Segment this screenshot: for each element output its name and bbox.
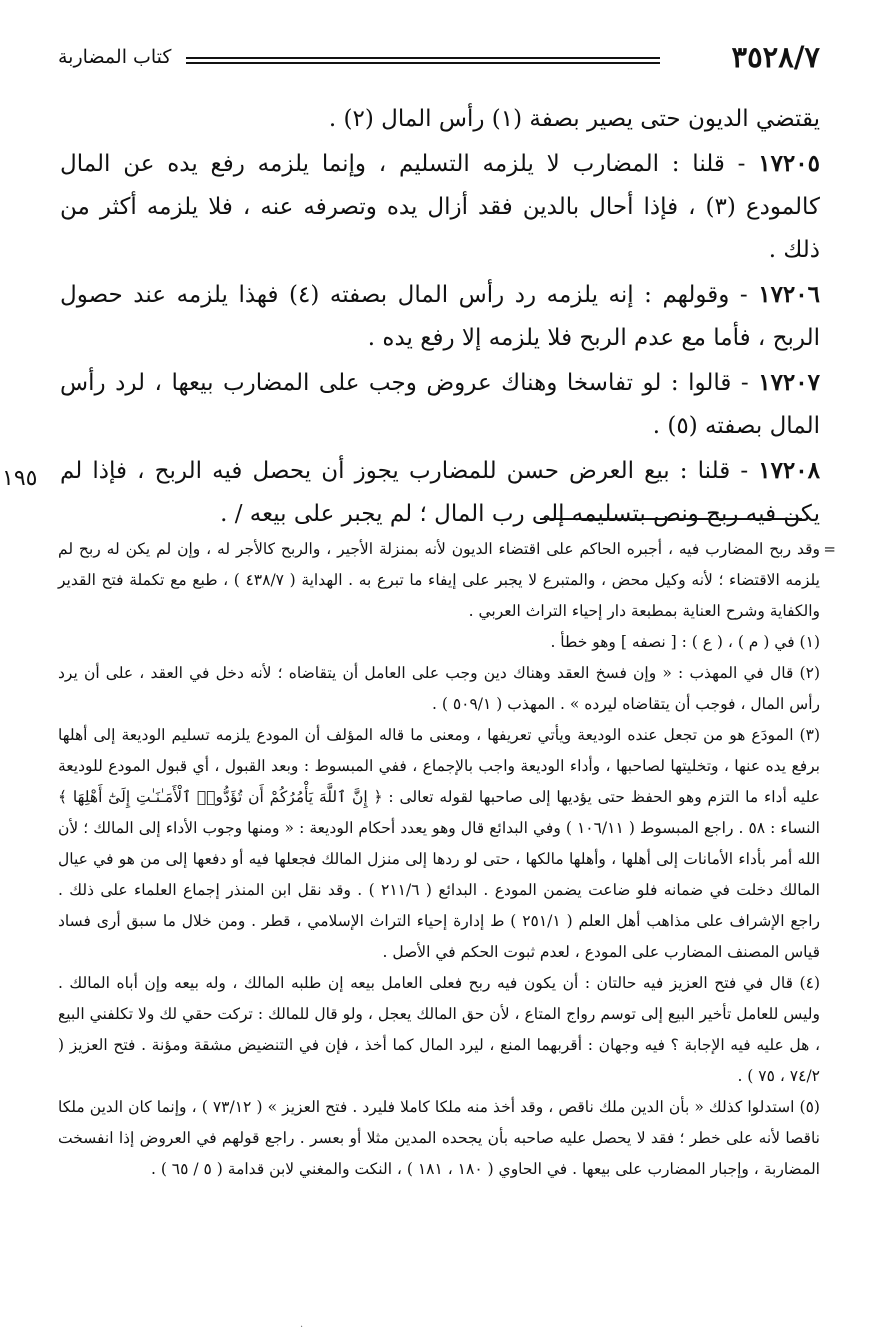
running-header xyxy=(58,40,820,82)
book-title: كتاب المضاربة xyxy=(58,46,172,68)
footnote-separator xyxy=(540,518,802,520)
paragraph: ١٧٢٠٦ - وقولهم : إنه يلزمه رد رأس المال بصفته (٤) فهذا يلزمه عند حصول الربح ، فأما مع عدم الربح فلا يلزمه إلا رفع يده . xyxy=(60,281,820,351)
footnote: (٤) قال في فتح العزيز فيه حالتان : أن يكون فيه ربح فعلى العامل بيعه إن طلبه المالك ، وله بيعه وإن أباه المالك . وليس للعامل تأخير البيع إلى توسم رواج المتاع ، لأن حق المالك يعجل ، ولو قال للمالك : تركت حقي لك ولا تكلفني البيع ، هل عليه فيه الإجابة ؟ فيه وجهان : أقربهما المنع ، ليرد المال كما أخذ ، فإن في التنضيض مشقة ومؤنة . فتح العزيز ( ٧٤/٢ ، ٧٥ ) . xyxy=(58,974,821,1085)
main-text xyxy=(60,98,820,536)
paragraph: ١٧٢٠٥ - قلنا : المضارب لا يلزمه التسليم ، وإنما يلزمه رفع يده عن المال كالمودع (٣) ، فإذا أحال بالدين فقد أزال يده وتصرفه عنه ، فلا يلزمه أكثر من ذلك . xyxy=(60,150,820,263)
page-number: ٣٥٢٨/٧ xyxy=(731,40,820,74)
footnote: = وقد ربح المضارب فيه ، أجبره الحاكم على اقتضاء الديون لأنه بمنزلة الأجير ، والربح كالأجر له ، وإن لم يكن له ربح لم يلزمه الاقتضاء ؛ لأنه وكيل محض ، والمتبرع لا يجبر على إيفاء ما تبرع به . الهداية ( ٤٣٨/٧ ) ، طبع مع تكملة فتح القدير والكفاية وشرح العناية بمطبعة دار إحياء التراث العربي . xyxy=(58,534,820,627)
margin-page-number: ١٩٥ xyxy=(2,466,38,491)
footnote: (٥) استدلوا كذلك « بأن الدين ملك ناقص ، وقد أخذ منه ملكا كاملا فليرد . فتح العزيز » ( ٧٣/١٢ ) ، وإنما كان الدين ملكا ناقصا لأنه على خطر ؛ فقد لا يحصل عليه صاحبه بأن يجحده المدين مثلا أو بعسر . راجع قولهم في العروض إذا انفسخت المضاربة ، وإجبار المضارب على بيعها . في الحاوي ( ١٨٠ ، ١٨١ ) ، النكت والمغني لابن قدامة ( ٥ / ٦٥ ) . xyxy=(58,1098,820,1178)
issue-number: ١٧٢٠٨ xyxy=(758,457,820,484)
paragraph: ١٧٢٠٧ - قالوا : لو تفاسخا وهناك عروض وجب على المضارب بيعها ، لرد رأس المال بصفته (٥) . xyxy=(60,369,820,439)
issue-number: ١٧٢٠٥ xyxy=(758,150,820,177)
header-double-rule xyxy=(186,57,660,64)
footnote: (٢) قال في المهذب : « وإن فسخ العقد وهناك دين وجب على العامل أن يتقاضاه ؛ لأنه دخل في العقد ، على أن يرد رأس المال ، فوجب أن يتقاضاه ليرده » . المهذب ( ٥٠٩/١ ) . xyxy=(58,664,820,713)
footnote: (٣) المودَع هو من تجعل عنده الوديعة ويأتي تعريفها ، ومعنى ما قاله المؤلف أن المودع يلزمه تسليم الوديعة إلى أهلها برفع يده عنها ، وتخليتها لصاحبها ، وأداء الوديعة واجب بالإجماع ، ففي المبسوط : وبعد القبول ، أي قبول المودع للوديعة عليه أداء ما التزم وهو الحفظ حتى يؤديها إلى صاحبها لقوله تعالى : ﴿ إِنَّ ٱللَّهَ يَأْمُرُكُمْ أَن تُؤَدُّوا۟ ٱلْأَمَـٰنَـٰتِ إِلَىٰٓ أَهْلِهَا ﴾ النساء : ٥٨ . راجع المبسوط ( ١٠٦/١١ ) وفي البدائع قال وهو يعدد أحكام الوديعة : « ومنها وجوب الأداء إلى المالك ؛ لأن الله أمر بأداء الأمانات إلى أهلها ، وأهلها مالكها ، حتى لو ردها إلى منزل المالك فجعلها فيه أو دفعها إلى من هو في عيال المالك دخلت في ضمانه فلو ضاعت يضمن المودع . البدائع ( ٢١١/٦ ) . وقد نقل ابن المنذر إجماع العلماء على ذلك . راجع الإشراف على مذاهب أهل العلم ( ٢٥١/١ ) ط إدارة إحياء التراث الإسلامي ، قطر . ومن خلال ما سبق أرى فساد قياس المصنف المضارب على المودع ، لعدم ثبوت الحكم في الأصل . xyxy=(58,726,820,961)
issue-number: ١٧٢٠٦ xyxy=(758,281,820,308)
footnote: (١) في ( م ) ، ( ع ) : [ نصفه ] وهو خطأ . xyxy=(550,633,820,651)
paragraph: ١٧٢٠٨ - قلنا : بيع العرض حسن للمضارب يجوز أن يحصل فيه الربح ، فإذا لم يكن فيه ربح ونص بتسليمه إلى رب المال ؛ لم يجبر على بيعه / . xyxy=(60,457,820,527)
footnotes xyxy=(58,534,836,1185)
paragraph: يقتضي الديون حتى يصير بصفة (١) رأس المال (٢) . xyxy=(328,106,820,132)
scan-speck: · xyxy=(300,1322,304,1333)
continuation-mark: = xyxy=(823,540,836,558)
issue-number: ١٧٢٠٧ xyxy=(758,369,820,396)
